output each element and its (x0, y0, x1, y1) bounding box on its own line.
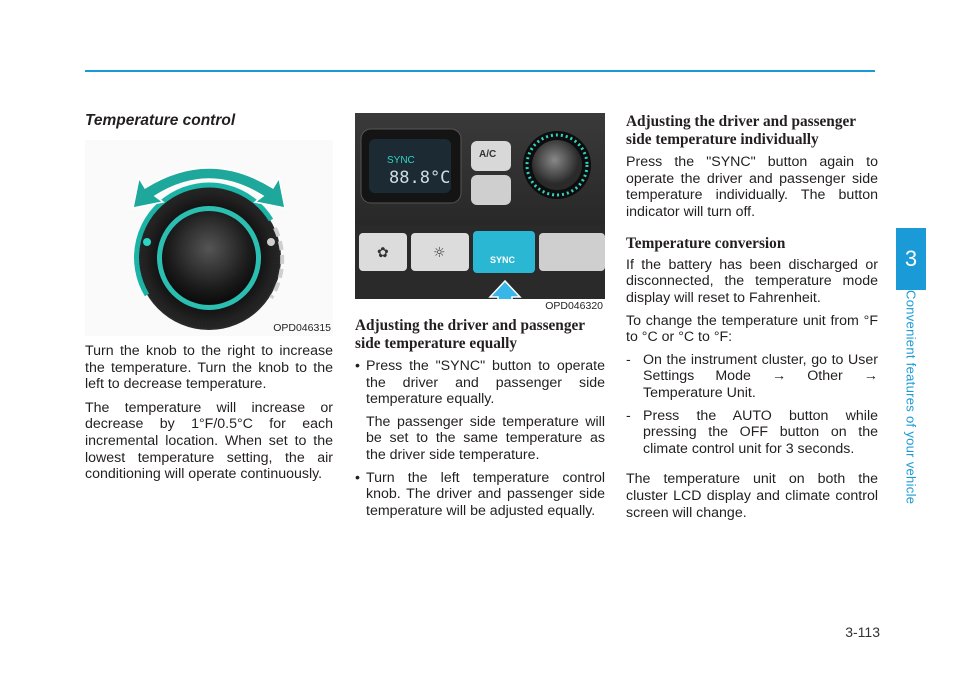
column-2-text (355, 317, 605, 519)
paragraph: If the battery has been discharged or disconnected, the temperature mode display will reset to Fahrenheit. (626, 256, 878, 307)
top-rule (85, 70, 875, 72)
bullet-text: • Turn the left temperature control knob. The driver and passenger side temperature will be adjusted equally. (366, 469, 605, 519)
step-text: Press the AUTO button while pressing the OFF button on the climate control unit for 3 seconds. (643, 407, 878, 457)
paragraph: Press the "SYNC" button again to operate the driver and passenger side temperature individually. The button indicator will turn off. (626, 154, 878, 220)
display-sync-label: SYNC (387, 155, 415, 166)
knob-cap (162, 211, 256, 305)
bullet-note: The passenger side temperature will be set to the same temperature as the driver side temperature. (366, 413, 605, 463)
chapter-title-tab (896, 289, 926, 505)
temperature-knob-illustration (85, 140, 333, 336)
column-3-text (626, 113, 878, 521)
step-item: - On the instrument cluster, go to User Settings Mode → Other → Temperature Unit. (626, 351, 878, 402)
section-heading-conversion: Temperature conversion (626, 235, 786, 253)
section-heading-temperature-control: Temperature control (85, 112, 236, 129)
section-heading-equal: Adjusting the driver and passenger side temperature equally (355, 317, 585, 352)
bullet-item (355, 358, 605, 464)
display-temperature: 88.8°C (389, 168, 451, 188)
figure-code: OPD046320 (545, 300, 603, 312)
climate-panel-illustration (355, 113, 605, 312)
bullet-text: • Press the "SYNC" button to operate the driver and passenger side temperature equally. (366, 358, 605, 408)
column-1 (85, 112, 335, 130)
chapter-number: 3 (904, 246, 918, 271)
sync-button-label: SYNC (490, 255, 516, 265)
sync-button[interactable] (473, 231, 535, 273)
svg-text:☼: ☼ (433, 245, 446, 261)
step-item: - Press the AUTO button while pressing the OFF button on the climate control unit for 3 seconds. (626, 407, 878, 457)
chapter-title: Convenient features of your vehicle (903, 289, 919, 505)
paragraph: Turn the knob to the right to increase the temperature. Turn the knob to the left to decrease temperature. (85, 343, 333, 393)
recirculation-button[interactable] (471, 175, 511, 205)
ac-button-label: A/C (479, 149, 497, 160)
step-text: On the instrument cluster, go to User Settings Mode → Other → Temperature Unit. (643, 351, 878, 402)
section-heading-individual: Adjusting the driver and passenger side temperature individually (626, 113, 856, 148)
page-number: 3-113 (845, 624, 880, 640)
figure-temperature-knob (85, 140, 333, 336)
figure-climate-panel (355, 113, 605, 312)
temperature-knob[interactable] (532, 140, 582, 190)
paragraph: The temperature will increase or decrease by 1°F/0.5°C for each incremental location. When set to the lowest temperature setting, the air conditioning will operate continuously. (85, 399, 333, 483)
paragraph: To change the temperature unit from °F to °C or °C to °F: (626, 312, 878, 346)
figure-code: OPD046315 (273, 322, 331, 334)
bullet-item (355, 470, 605, 520)
svg-text:✿: ✿ (377, 245, 389, 261)
paragraph: The temperature unit on both the cluster LCD display and climate control screen will change. (626, 471, 878, 521)
chapter-number-tab (896, 228, 926, 290)
column-1-text (85, 343, 333, 483)
bullet-list (355, 358, 605, 519)
